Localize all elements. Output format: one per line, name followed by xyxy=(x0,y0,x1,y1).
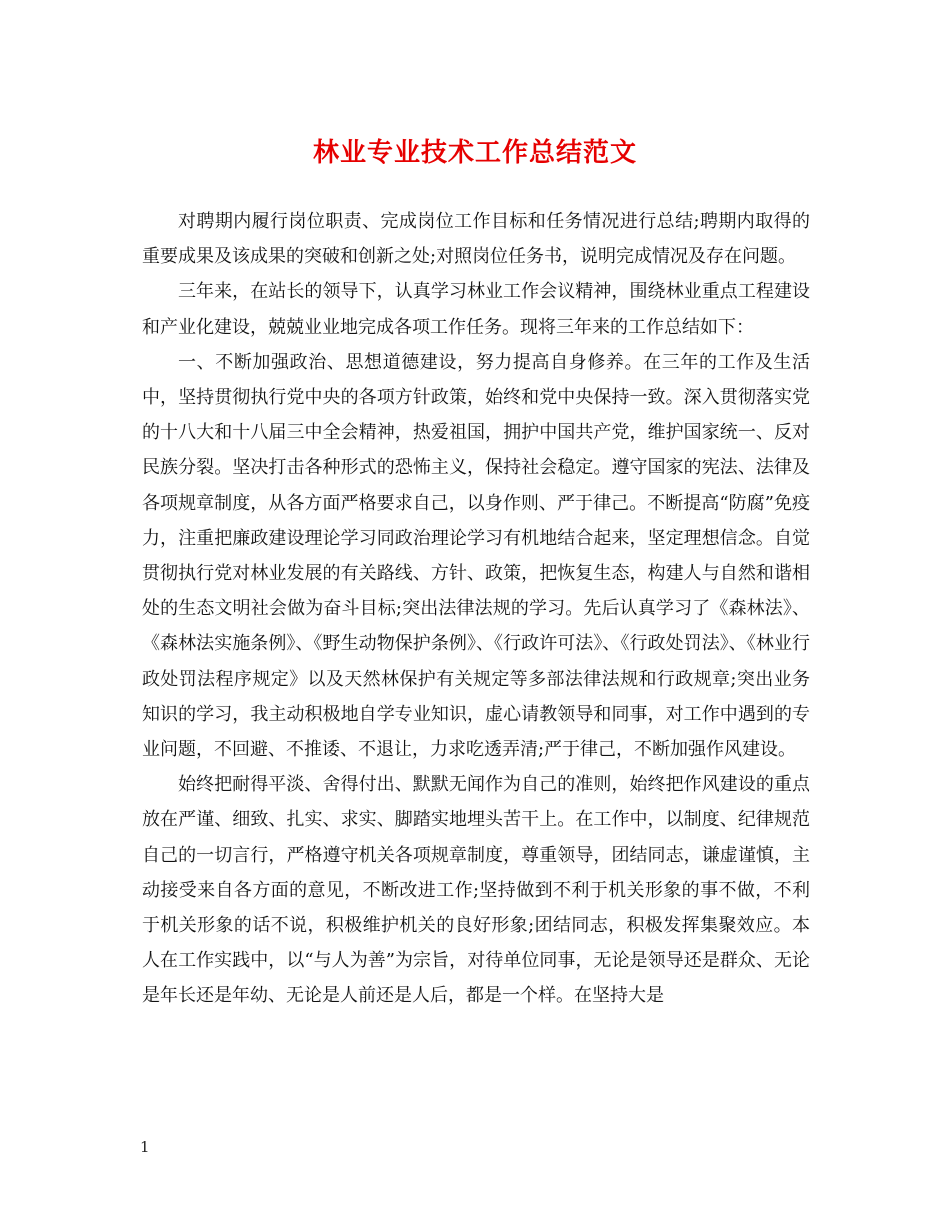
paragraph-intro: 对聘期内履行岗位职责、完成岗位工作目标和任务情况进行总结;聘期内取得的重要成果及该成果的突破和创新之处;对照岗位任务书，说明完成情况及存在问题。 xyxy=(142,211,810,268)
document-title: 林业专业技术工作总结范文 xyxy=(312,138,637,168)
page-number: 1 xyxy=(140,1138,150,1156)
paragraph-political-building: 一、不断加强政治、思想道德建设，努力提高自身修养。在三年的工作及生活中，坚持贯彻执行党中央的各项方针政策，始终和党中央保持一致。深入贯彻落实党的十八大和十八届三中全会精神，热爱祖国，拥护中国共产党，维护国家统一、反对民族分裂。坚决打击各种形式的恐怖主义，保持社会稳定。遵守国家的宪法、法律及各项规章制度，从各方面严格要求自己，以身作则、严于律己。不断提高“防腐”免疫力，注重把廉政建设理论学习同政治理论学习有机地结合起来，坚定理想信念。自觉贯彻执行党对林业发展的有关路线、方针、政策，把恢复生态，构建人与自然和谐相处的生态文明社会做为奋斗目标;突出法律法规的学习。先后认真学习了《森林法》、《森林法实施条例》、《野生动物保护条例》、《行政许可法》、《行政处罚法》、《林业行政处罚法程序规定》以及天然林保护有关规定等多部法律法规和行政规章;突出业务知识的学习，我主动积极地自学专业知识，虚心请教领导和同事，对工作中遇到的专业问题，不回避、不推诿、不退让，力求吃透弄清;严于律己，不断加强作风建设。 xyxy=(142,351,810,761)
paragraph-overview: 三年来，在站长的领导下，认真学习林业工作会议精神，围绕林业重点工程建设和产业化建设，兢兢业业地完成各项工作任务。现将三年来的工作总结如下： xyxy=(142,281,810,338)
paragraph-work-style: 始终把耐得平淡、舍得付出、默默无闻作为自己的准则，始终把作风建设的重点放在严谨、细致、扎实、求实、脚踏实地埋头苦干上。在工作中，以制度、纪律规范自己的一切言行，严格遵守机关各项规章制度，尊重领导，团结同志，谦虚谨慎，主动接受来自各方面的意见，不断改进工作;坚持做到不利于机关形象的事不做，不利于机关形象的话不说，积极维护机关的良好形象;团结同志，积极发挥集聚效应。本人在工作实践中，以“与人为善”为宗旨，对待单位同事，无论是领导还是群众、无论是年长还是年幼、无论是人前还是人后，都是一个样。在坚持大是 xyxy=(142,774,810,1007)
document-body xyxy=(142,204,810,1014)
